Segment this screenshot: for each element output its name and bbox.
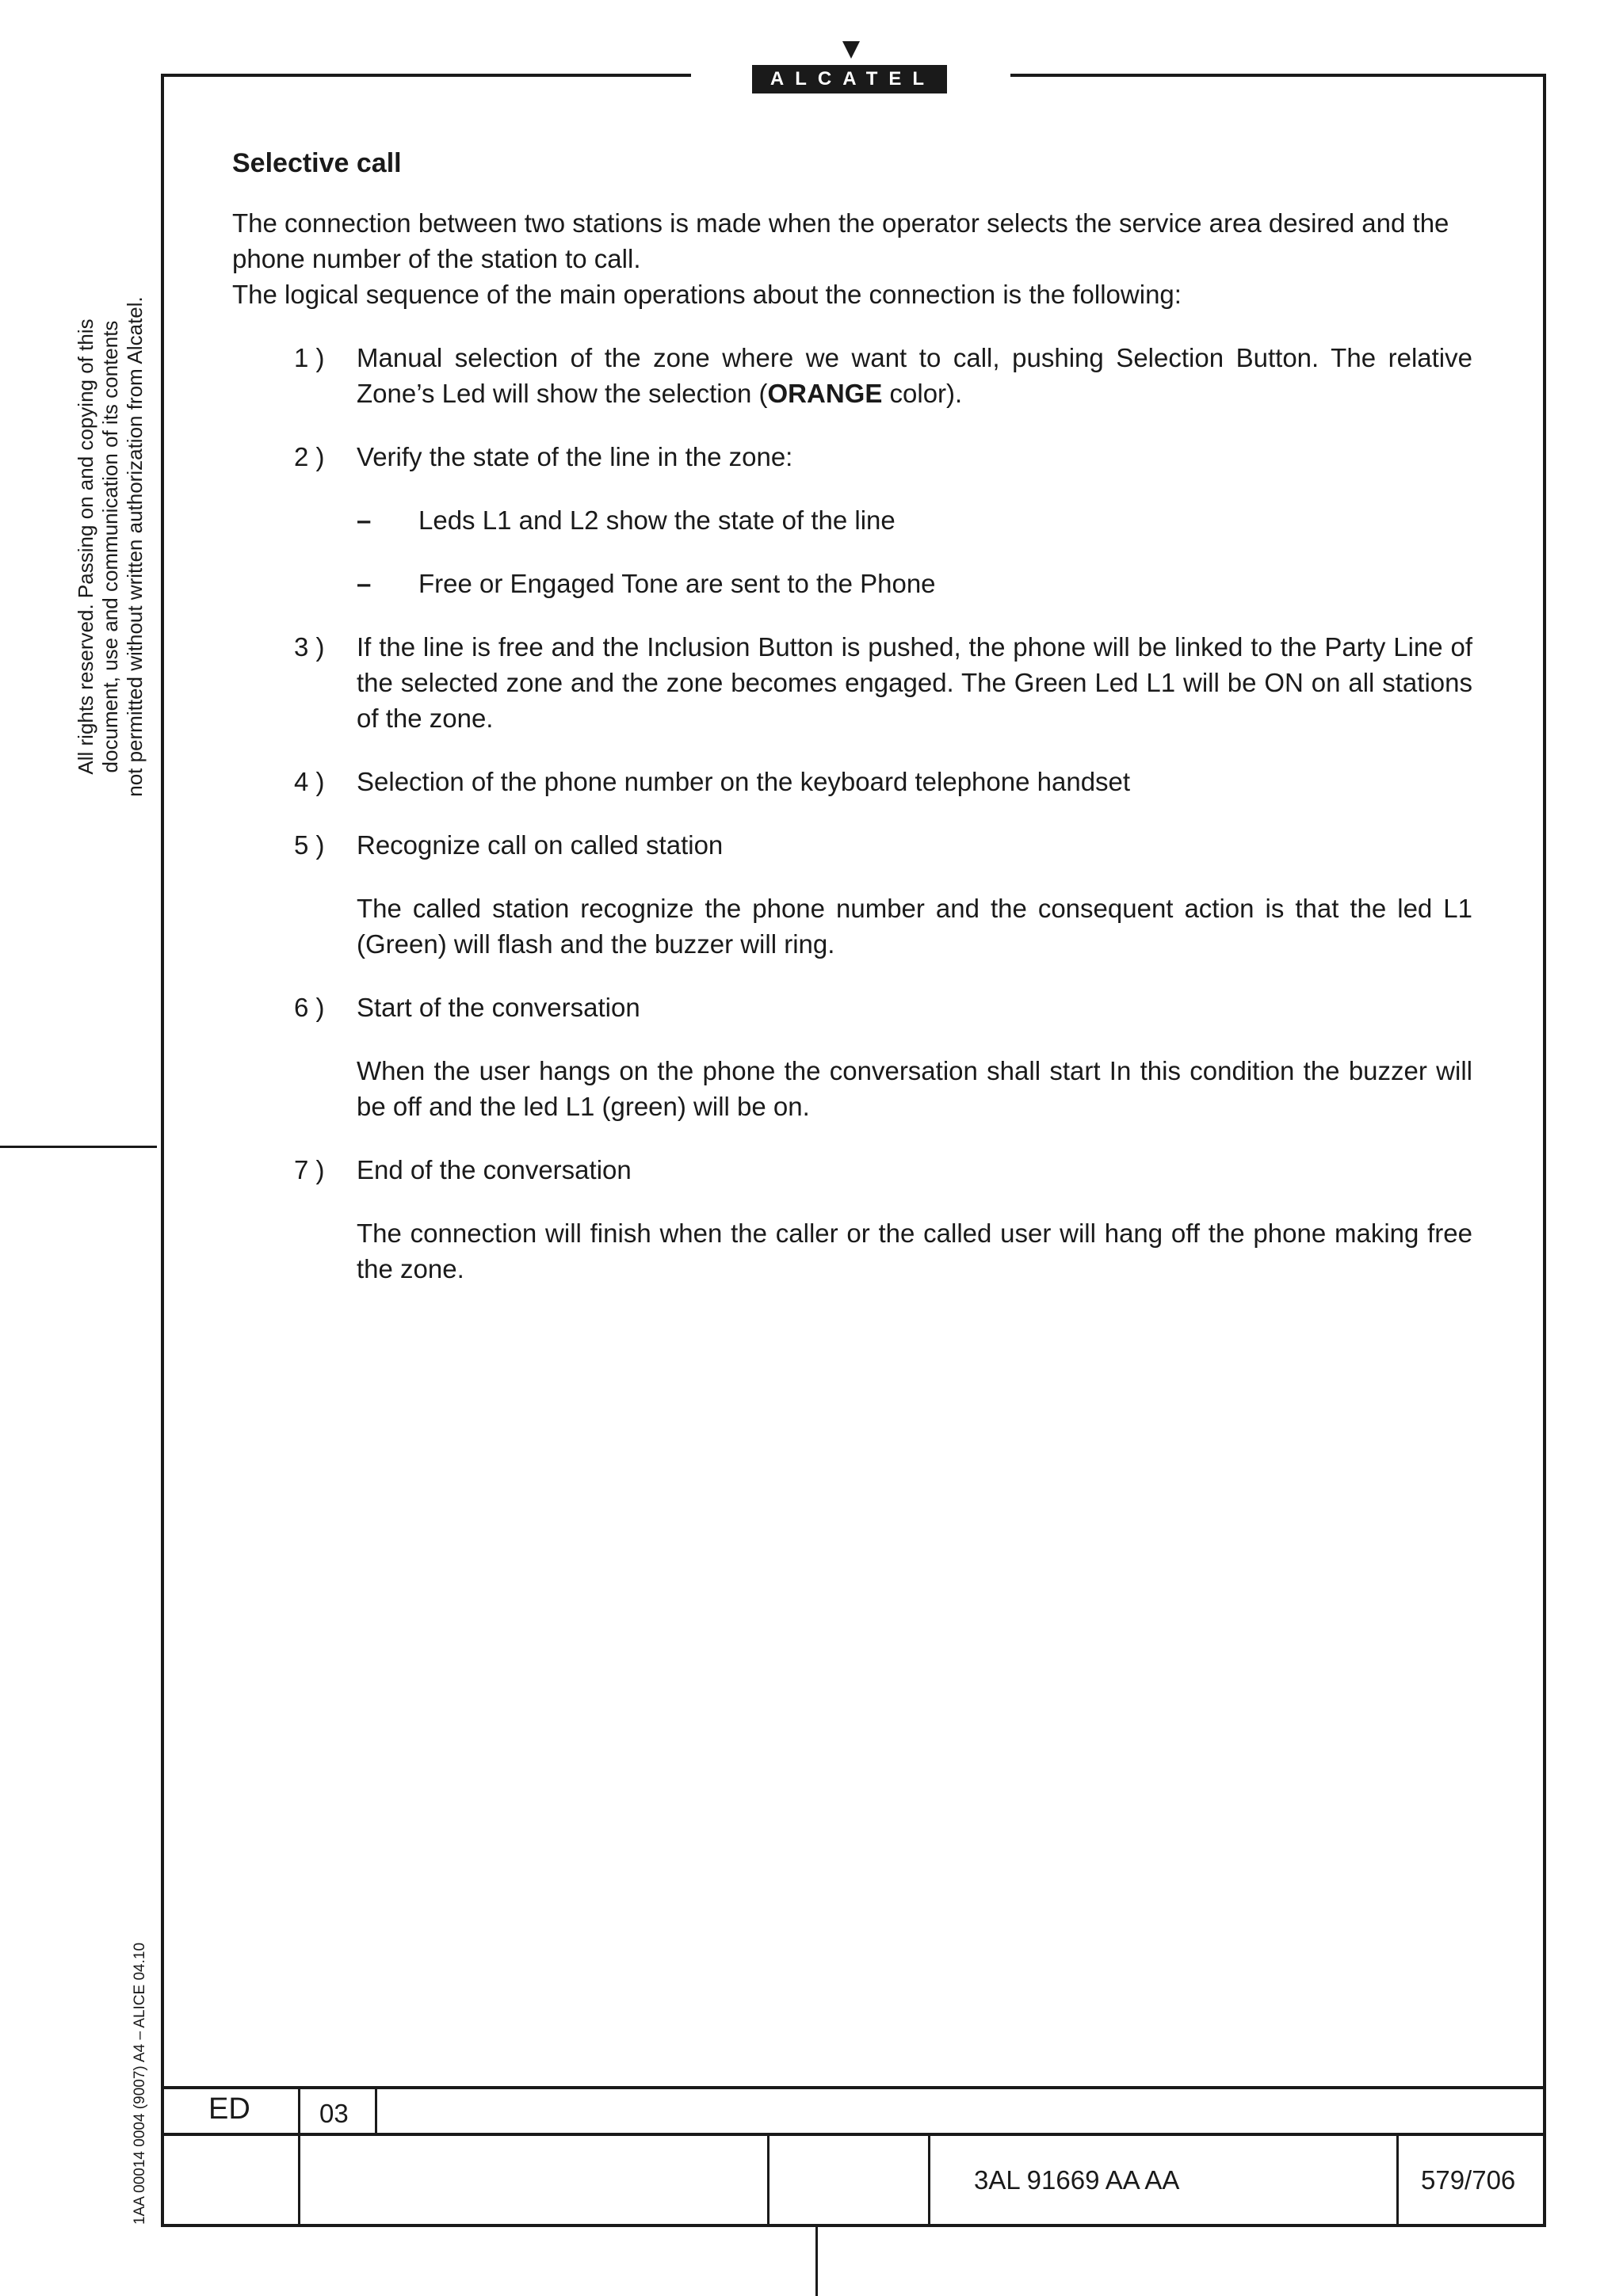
item-text: Selection of the phone number on the keyboard telephone handset bbox=[357, 767, 1131, 796]
intro-line: The logical sequence of the main operations about the connection is the following: bbox=[232, 280, 1182, 309]
list-item bbox=[232, 340, 1472, 411]
item-number: 7 ) bbox=[294, 1155, 325, 1184]
item-number: 6 ) bbox=[294, 993, 325, 1022]
item-text: Manual selection of the zone where we want to call, pushing Selection Button. The relative Zone’s Led will show the selection ( bbox=[357, 343, 1472, 408]
copyright-notice bbox=[74, 269, 147, 824]
logo-triangle-icon bbox=[842, 41, 860, 59]
intro-paragraph bbox=[232, 205, 1472, 312]
title-block-bottom-rule bbox=[161, 2224, 1546, 2227]
document-body bbox=[232, 146, 1472, 1314]
emphasis-text: ORANGE bbox=[767, 379, 883, 408]
step-list bbox=[232, 340, 1472, 1287]
bullet-text: Free or Engaged Tone are sent to the Phone bbox=[418, 569, 936, 598]
alcatel-logo: ALCATEL bbox=[752, 65, 947, 93]
title-block-divider bbox=[298, 2086, 300, 2227]
dash-icon: – bbox=[357, 505, 372, 535]
frame-right-border bbox=[1543, 74, 1546, 2227]
item-text: End of the conversation bbox=[357, 1155, 632, 1184]
bullet-item bbox=[232, 502, 1472, 538]
title-block-mid-rule bbox=[161, 2133, 1546, 2136]
margin-fold-mark bbox=[0, 1146, 157, 1148]
form-code: 1AA 00014 0004 (9007) A4 – ALICE 04.10 bbox=[132, 1942, 148, 2225]
item-number: 2 ) bbox=[294, 442, 325, 471]
bullet-text: Leds L1 and L2 show the state of the line bbox=[418, 505, 896, 535]
bottom-fold-mark bbox=[815, 2225, 818, 2296]
item-detail: When the user hangs on the phone the conversation shall start In this condition the buzzer will be off and the led L1 (green) will be on. bbox=[357, 1056, 1472, 1121]
list-item bbox=[232, 827, 1472, 863]
item-text: Start of the conversation bbox=[357, 993, 640, 1022]
intro-line: The connection between two stations is made when the operator selects the service area desired and the phone number of the station to call. bbox=[232, 208, 1449, 273]
title-block-top-rule bbox=[161, 2086, 1546, 2089]
item-text: Recognize call on called station bbox=[357, 830, 724, 860]
edition-label: ED bbox=[208, 2092, 250, 2126]
item-number: 3 ) bbox=[294, 632, 325, 662]
copyright-line: All rights reserved. Passing on and copying of this bbox=[74, 318, 97, 775]
item-text: color). bbox=[882, 379, 963, 408]
section-title: Selective call bbox=[232, 148, 402, 178]
page-number: 579/706 bbox=[1421, 2165, 1516, 2195]
item-detail: The connection will finish when the caller or the called user will hang off the phone making free the zone. bbox=[357, 1219, 1472, 1283]
list-item bbox=[232, 1152, 1472, 1188]
item-number: 5 ) bbox=[294, 830, 325, 860]
document-number: 3AL 91669 AA AA bbox=[974, 2165, 1180, 2195]
dash-icon: – bbox=[357, 569, 372, 598]
item-number: 1 ) bbox=[294, 343, 325, 372]
bullet-item bbox=[232, 566, 1472, 601]
title-block bbox=[161, 2086, 1546, 2227]
title-block-divider bbox=[375, 2086, 377, 2133]
list-item bbox=[232, 990, 1472, 1025]
title-block-divider bbox=[767, 2133, 769, 2227]
item-text: Verify the state of the line in the zone: bbox=[357, 442, 793, 471]
list-item bbox=[232, 629, 1472, 736]
item-detail: The called station recognize the phone number and the consequent action is that the led L1 (Green) will flash and the buzzer will ring. bbox=[357, 894, 1472, 959]
title-block-divider bbox=[928, 2133, 930, 2227]
title-block-divider bbox=[1396, 2133, 1399, 2227]
item-text: If the line is free and the Inclusion Button is pushed, the phone will be linked to the Party Line of the selected zone and the zone becomes engaged. The Green Led L1 will be ON on all stations of the zone. bbox=[357, 632, 1472, 733]
edition-value: 03 bbox=[319, 2099, 349, 2128]
list-item bbox=[232, 764, 1472, 799]
copyright-line: document, use and communication of its contents bbox=[98, 320, 122, 773]
frame-left-border bbox=[161, 74, 164, 2227]
copyright-line: not permitted without written authorization from Alcatel. bbox=[123, 296, 147, 797]
list-item bbox=[232, 439, 1472, 475]
frame-top-border-right bbox=[1010, 74, 1546, 77]
item-number: 4 ) bbox=[294, 767, 325, 796]
frame-top-border-left bbox=[161, 74, 691, 77]
